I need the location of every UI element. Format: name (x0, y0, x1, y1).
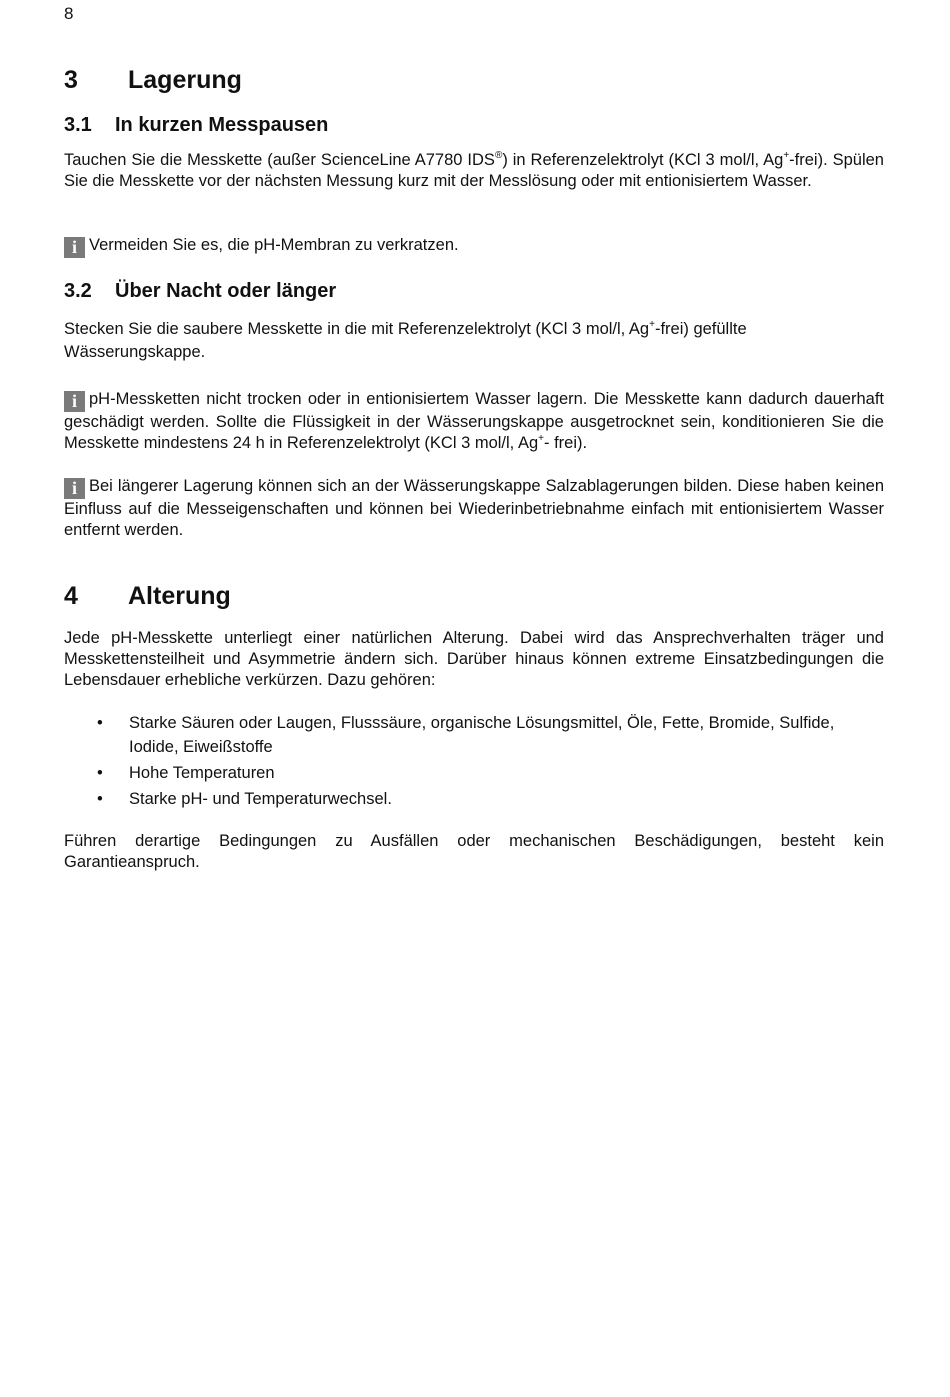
info-icon: i (64, 478, 85, 499)
list-item-text: Starke Säuren oder Laugen, Flusssäure, organische Lösungsmittel, Öle, Fette, Bromide, Sulfide, Iodide, Eiweißstoffe (129, 714, 835, 756)
paragraph-short-pause (64, 150, 884, 192)
list-item (64, 761, 884, 785)
list-item (64, 711, 884, 759)
subsection-title: In kurzen Messpausen (115, 114, 329, 136)
text-run: Stecken Sie die saubere Messkette in die mit Referenzelektrolyt (KCl 3 mol/l, Ag (64, 320, 650, 338)
section-number: 3 (64, 66, 78, 94)
text-run: ) in Referenzelektrolyt (KCl 3 mol/l, Ag (502, 151, 784, 169)
section-3-2-heading (64, 280, 336, 303)
text-run: -frei) gefüllte Wässerungskappe. (64, 320, 747, 361)
paragraph-warranty: Führen derartige Bedingungen zu Ausfällen oder mechanischen Beschädigungen, besteht kein Garantieanspruch. (64, 832, 884, 871)
list-item (64, 787, 884, 811)
note-storage-dry (64, 389, 884, 454)
info-icon: i (64, 237, 85, 258)
section-title: Alterung (128, 582, 231, 610)
text-run: -frei). Spülen Sie die Messkette vor der nächsten Messung kurz mit der Messlösung oder mit entionisiertem Wasser. (64, 151, 884, 190)
bullet-icon: • (97, 790, 103, 808)
section-3-heading (64, 66, 242, 95)
note-text: - frei). (543, 434, 588, 452)
aging-conditions-list (64, 711, 884, 813)
text-run: Tauchen Sie die Messkette (außer ScienceLine A7780 IDS (64, 151, 495, 169)
note-text: Vermeiden Sie es, die pH-Membran zu verkratzen. (89, 236, 459, 254)
note-text: Bei längerer Lagerung können sich an der Wässerungskappe Salzablagerungen bilden. Diese haben keinen Einfluss auf die Messeigenschaften und können bei Wiederinbetriebnahme einfach mit entionisiertem Wasser entfernt werden. (64, 477, 884, 539)
paragraph-overnight (64, 318, 884, 364)
note-text: pH-Messketten nicht trocken oder in entionisiertem Wasser lagern. Die Messkette kann dadurch dauerhaft geschädigt werden. Sollte die Flüssigkeit in der Wässerungskappe ausgetrocknet sein, konditionieren Sie die Messkette mindestens 24 h in Referenzelektrolyt (KCl 3 mol/l, Ag (64, 390, 884, 452)
registered-mark: ® (494, 150, 503, 161)
subsection-number: 3.2 (64, 280, 92, 302)
bullet-icon: • (97, 764, 103, 782)
superscript-plus: + (783, 150, 790, 161)
info-icon: i (64, 391, 85, 412)
note-salt-deposits (64, 476, 884, 541)
subsection-number: 3.1 (64, 114, 92, 136)
subsection-title: Über Nacht oder länger (115, 280, 337, 302)
bullet-icon: • (97, 714, 103, 732)
note-membrane (64, 235, 884, 258)
section-4-heading (64, 582, 231, 611)
section-title: Lagerung (128, 66, 242, 94)
superscript-plus: + (538, 433, 544, 444)
list-item-text: Hohe Temperaturen (129, 764, 275, 782)
section-number: 4 (64, 582, 78, 610)
paragraph-aging: Jede pH-Messkette unterliegt einer natürlichen Alterung. Dabei wird das Ansprechverhalten träger und Messkettensteilheit und Asymmetrie ändern sich. Darüber hinaus können extreme Einsatzbedingungen die Lebensdauer erhebliche verkürzen. Dazu gehören: (64, 629, 884, 689)
list-item-text: Starke pH- und Temperaturwechsel. (129, 790, 392, 808)
section-3-1-heading (64, 114, 328, 137)
page-number: 8 (64, 4, 74, 23)
superscript-plus: + (649, 319, 655, 330)
